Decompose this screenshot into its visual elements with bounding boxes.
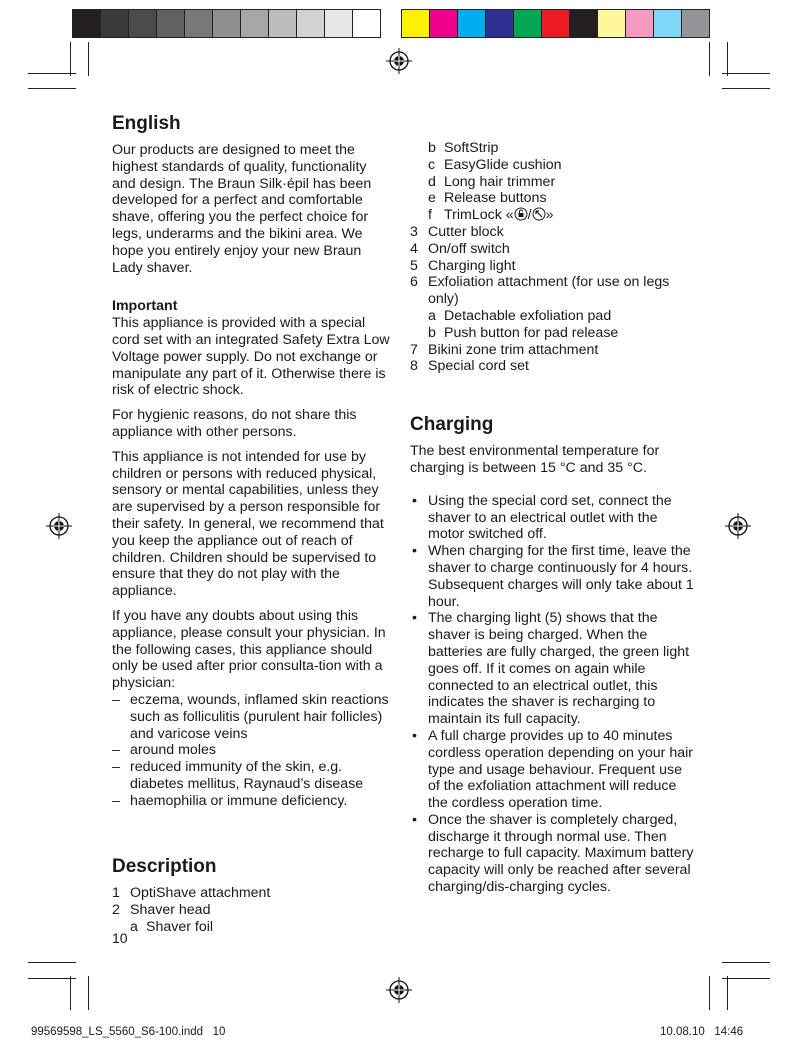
color-swatch	[324, 9, 353, 38]
right-column	[410, 140, 695, 896]
description-list-continued	[410, 140, 695, 375]
list-item: • The charging light (5) shows that the shaver is being charged. When the batteries are fully charged, the green light goes off. If it comes on again while connected to an electrical outlet, this indicates the shaver is recharging to maintain its full capacity.	[410, 610, 695, 728]
important-paragraph: This appliance is provided with a special cord set with an integrated Safety Extra Low Voltage power supply. Do not exchange or manipulate any part of it. Otherwise there is risk of electric shock.	[112, 315, 390, 399]
trimlock-unlocked-icon	[514, 207, 528, 221]
important-heading: Important	[112, 298, 178, 315]
color-swatch	[625, 9, 654, 38]
crop-mark	[727, 976, 728, 1010]
crop-mark	[28, 978, 76, 979]
color-swatch	[681, 9, 710, 38]
slug-file-info: 99569598_LS_5560_S6-100.indd 10	[31, 1026, 226, 1038]
registration-mark-icon	[46, 513, 72, 539]
charging-intro: The best environmental temperature for charging is between 15 °C and 35 °C.	[410, 443, 660, 476]
color-swatch	[352, 9, 381, 38]
list-item: 8 Special cord set	[410, 358, 529, 375]
color-swatch	[128, 9, 157, 38]
list-item: • Using the special cord set, connect the shaver to an electrical outlet with the motor switched off.	[410, 493, 695, 543]
description-list	[112, 885, 392, 935]
list-item: – reduced immunity of the skin, e.g. diabetes mellitus, Raynaud’s disease	[112, 759, 392, 793]
list-item: c EasyGlide cushion	[428, 156, 562, 173]
trimlock-trimmer-icon	[532, 207, 546, 221]
list-item: • When charging for the first time, leave the shaver to charge continuously for 4 hours. Subsequent charges will only take about 1 hour.	[410, 543, 695, 610]
list-item: a Shaver foil	[130, 919, 214, 936]
color-swatch	[569, 9, 598, 38]
section-title-english: English	[112, 113, 181, 134]
color-swatch	[184, 9, 213, 38]
list-item: e Release buttons	[428, 190, 547, 207]
list-item: 6 Exfoliation attachment (for use on legs only)	[410, 274, 670, 308]
color-swatch	[240, 9, 269, 38]
registration-mark-icon	[386, 977, 412, 1003]
crop-mark	[28, 962, 76, 963]
list-item: 5 Charging light	[410, 257, 516, 274]
list-item: 4 On/off switch	[410, 240, 510, 257]
process-color-bar	[402, 9, 710, 39]
list-item: d Long hair trimmer	[428, 173, 556, 190]
registration-mark-icon	[386, 48, 412, 74]
crop-mark	[88, 976, 89, 1010]
crop-mark	[70, 976, 71, 1010]
crop-mark	[28, 88, 76, 89]
registration-mark-icon	[725, 513, 751, 539]
list-item: a Detachable exfoliation pad	[428, 307, 612, 324]
children-paragraph: This appliance is not intended for use by children or persons with reduced physical, sensory or mental capabilities, unless they are supervised by a person responsible for their safety. In general, we recommend that you keep the appliance out of reach of children. Children should be supervised to ensure that they do not play with the appliance.	[112, 448, 384, 600]
color-swatch	[457, 9, 486, 38]
color-swatch	[485, 9, 514, 38]
list-item: 2 Shaver head	[112, 902, 211, 919]
list-item: • Once the shaver is completely charged, discharge it through normal use. Then recharge to full capacity. Maximum battery capacity will only be reached after several charging/dis-charging cycles.	[410, 812, 695, 896]
list-item: 3 Cutter block	[410, 223, 504, 240]
crop-mark	[709, 42, 710, 76]
color-swatch	[156, 9, 185, 38]
list-item: b SoftStrip	[428, 140, 499, 156]
crop-mark	[727, 42, 728, 76]
crop-mark	[722, 73, 770, 74]
list-item: – around moles	[112, 742, 392, 759]
grayscale-color-bar	[73, 9, 381, 39]
color-swatch	[653, 9, 682, 38]
crop-mark	[722, 88, 770, 89]
list-item: • A full charge provides up to 40 minutes cordless operation depending on your hair type and usage behaviour. Frequent use of the exfoliation attachment will reduce the cordless operation time.	[410, 728, 695, 812]
charging-bullets	[410, 493, 695, 896]
color-swatch	[212, 9, 241, 38]
hygiene-paragraph: For hygienic reasons, do not share this appliance with other persons.	[112, 407, 357, 440]
crop-mark	[70, 42, 71, 76]
intro-paragraph: Our products are designed to meet the highest standards of quality, functionality and design. The Braun Silk·épil has been developed for a perfect and comfortable shave, offering you the perfect choice for legs, underarms and the bikini area. We hope you entirely enjoy your new Braun Lady shaver.	[112, 142, 372, 276]
list-item: 7 Bikini zone trim attachment	[410, 341, 599, 358]
slug-date-info: 10.08.10 14:46	[660, 1026, 744, 1038]
list-item: f TrimLock « / »	[428, 207, 554, 224]
section-title-charging: Charging	[410, 414, 494, 436]
crop-mark	[722, 978, 770, 979]
doubts-paragraph: If you have any doubts about using this appliance, please consult your physician. In the following cases, this appliance should only be used after prior consulta-tion with a physician:	[112, 607, 386, 692]
section-title-description: Description	[112, 856, 217, 878]
list-item: b Push button for pad release	[428, 324, 619, 341]
color-swatch	[296, 9, 325, 38]
list-item: 1 OptiShave attachment	[112, 885, 271, 902]
crop-mark	[28, 73, 76, 74]
color-swatch	[429, 9, 458, 38]
crop-mark	[709, 976, 710, 1010]
left-column	[112, 112, 392, 936]
list-item: – haemophilia or immune deficiency.	[112, 793, 392, 810]
crop-mark	[88, 42, 89, 76]
color-swatch	[100, 9, 129, 38]
conditions-list	[112, 692, 392, 810]
color-swatch	[541, 9, 570, 38]
color-swatch	[401, 9, 430, 38]
crop-mark	[722, 962, 770, 963]
color-swatch	[72, 9, 101, 38]
color-swatch	[513, 9, 542, 38]
color-swatch	[597, 9, 626, 38]
list-item: – eczema, wounds, inflamed skin reactions such as folliculitis (purulent hair follicles) and varicose veins	[112, 692, 392, 742]
page-number: 10	[112, 930, 128, 946]
color-swatch	[268, 9, 297, 38]
